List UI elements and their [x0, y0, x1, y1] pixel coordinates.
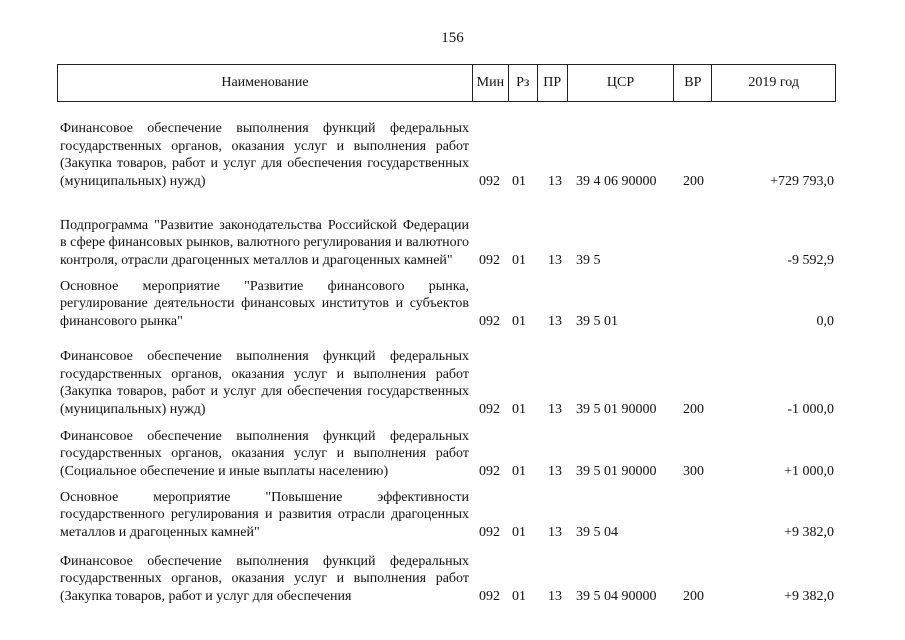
table-row — [57, 269, 836, 330]
row-name: Основное мероприятие "Повышение эффективности государственного регулирования и развития отрасли драгоценных металлов и драгоценных камней" — [60, 489, 469, 540]
header-rz: Рз — [509, 65, 538, 101]
row-value: -1 000,0 — [787, 401, 834, 417]
row-pr: 13 — [548, 252, 562, 268]
row-value: +9 382,0 — [784, 524, 834, 540]
row-csr: 39 5 04 — [576, 524, 618, 540]
row-min: 092 — [479, 588, 500, 604]
row-name: Финансовое обеспечение выполнения функций федеральных государственных органов, оказания услуг и выполнения работ (Закупка товаров, работ и услуг для обеспечения государственных (муниципальных) нужд) — [60, 121, 469, 189]
row-pr: 13 — [548, 173, 562, 189]
row-value: +729 793,0 — [770, 173, 834, 189]
table-header — [57, 64, 836, 102]
page-number: 156 — [441, 30, 464, 46]
row-csr: 39 5 01 90000 — [576, 463, 657, 479]
header-pr: ПР — [538, 65, 568, 101]
row-csr: 39 5 01 90000 — [576, 401, 657, 417]
row-name: Финансовое обеспечение выполнения функций федеральных государственных органов, оказания услуг и выполнения работ (Закупка товаров, работ и услуг для обеспечения государственных (муниципальных) нужд) — [60, 349, 469, 417]
row-pr: 13 — [548, 524, 562, 540]
row-value: +1 000,0 — [784, 463, 834, 479]
row-rz: 01 — [512, 588, 526, 604]
header-csr: ЦСР — [568, 65, 675, 101]
row-vr: 300 — [683, 463, 704, 479]
row-min: 092 — [479, 524, 500, 540]
row-value: -9 592,9 — [787, 252, 834, 268]
row-rz: 01 — [512, 463, 526, 479]
row-vr: 200 — [683, 588, 704, 604]
row-rz: 01 — [512, 401, 526, 417]
header-vr: ВР — [674, 65, 712, 101]
row-value: +9 382,0 — [784, 588, 834, 604]
table-row — [57, 480, 836, 541]
row-name: Подпрограмма "Развитие законодательства Российской Федерации в сфере финансовых рынков, валютного регулирования и валютного контроля, отрасли драгоценных металлов и драгоценных камней" — [60, 217, 469, 268]
row-csr: 39 5 01 — [576, 313, 618, 329]
row-vr: 200 — [683, 173, 704, 189]
table-row — [57, 330, 836, 418]
table-row — [57, 541, 836, 605]
row-rz: 01 — [512, 173, 526, 189]
table-body — [57, 102, 836, 605]
row-vr: 200 — [683, 401, 704, 417]
row-name: Финансовое обеспечение выполнения функций федеральных государственных органов, оказания услуг и выполнения работ (Социальное обеспечение и иные выплаты населению) — [60, 428, 469, 479]
header-min: Мин — [473, 65, 509, 101]
row-csr: 39 5 04 90000 — [576, 588, 657, 604]
table-row — [57, 102, 836, 190]
row-min: 092 — [479, 313, 500, 329]
header-year: 2019 год — [748, 75, 799, 90]
row-pr: 13 — [548, 463, 562, 479]
row-name: Основное мероприятие "Развитие финансового рынка, регулирование деятельности финансовых институтов и субъектов финансового рынка" — [60, 278, 469, 329]
row-rz: 01 — [512, 252, 526, 268]
row-csr: 39 5 — [576, 252, 601, 268]
row-rz: 01 — [512, 313, 526, 329]
row-pr: 13 — [548, 313, 562, 329]
row-min: 092 — [479, 463, 500, 479]
table-row — [57, 418, 836, 480]
row-min: 092 — [479, 173, 500, 189]
header-name: Наименование — [58, 65, 473, 101]
row-value: 0,0 — [816, 313, 834, 329]
row-min: 092 — [479, 401, 500, 417]
row-pr: 13 — [548, 588, 562, 604]
table-row — [57, 190, 836, 269]
row-pr: 13 — [548, 401, 562, 417]
row-csr: 39 4 06 90000 — [576, 173, 657, 189]
row-min: 092 — [479, 252, 500, 268]
row-name: Финансовое обеспечение выполнения функций федеральных государственных органов, оказания услуг и выполнения работ (Закупка товаров, работ и услуг для обеспечения — [60, 553, 469, 604]
row-rz: 01 — [512, 524, 526, 540]
